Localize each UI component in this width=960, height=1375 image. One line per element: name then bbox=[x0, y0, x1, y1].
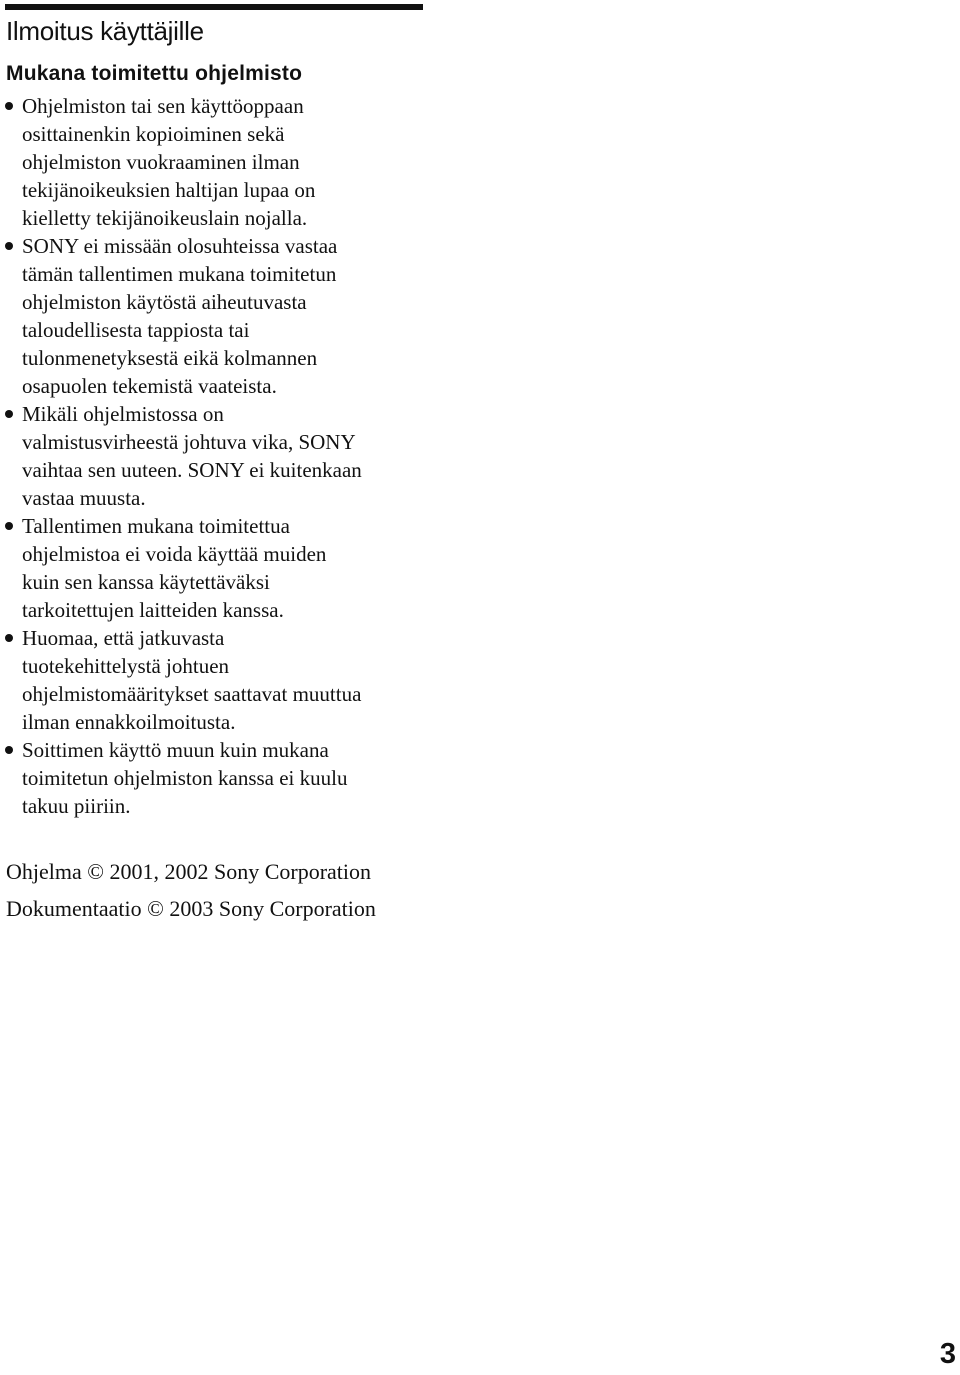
top-rule-divider bbox=[5, 4, 423, 10]
bullet-icon bbox=[5, 410, 13, 418]
section-title: Mukana toimitettu ohjelmisto bbox=[6, 62, 303, 85]
bullet-text: Mikäli ohjelmistossa on valmistusvirheestä johtuva vika, SONY vaihtaa sen uuteen. SONY ei kuitenkaan vastaa muusta. bbox=[22, 402, 362, 510]
bullet-icon bbox=[5, 102, 13, 110]
page-number: 3 bbox=[939, 1338, 956, 1370]
bullet-icon bbox=[5, 746, 13, 754]
list-item bbox=[0, 92, 430, 232]
program-copyright: Ohjelma © 2001, 2002 Sony Corporation bbox=[6, 859, 372, 884]
bullet-icon bbox=[5, 522, 13, 530]
list-item bbox=[0, 232, 430, 400]
bullet-icon bbox=[5, 634, 13, 642]
list-item bbox=[0, 736, 430, 820]
list-item bbox=[0, 512, 430, 624]
bullet-icon bbox=[5, 242, 13, 250]
bullet-text: Tallentimen mukana toimitettua ohjelmistoa ei voida käyttää muiden kuin sen kanssa käytettäväksi tarkoitettujen laitteiden kanssa. bbox=[22, 514, 327, 622]
list-item bbox=[0, 624, 430, 736]
list-item bbox=[0, 400, 430, 512]
bullet-text: SONY ei missään olosuhteissa vastaa tämän tallentimen mukana toimitetun ohjelmiston käytöstä aiheutuvasta taloudellisesta tappiosta tai tulonmenetyksestä eikä kolmannen osapuolen tekemistä vaateista. bbox=[22, 234, 338, 398]
page-title: Ilmoitus käyttäjille bbox=[6, 16, 204, 46]
notice-bullet-list bbox=[0, 92, 430, 820]
documentation-copyright: Dokumentaatio © 2003 Sony Corporation bbox=[6, 896, 376, 921]
bullet-text: Huomaa, että jatkuvasta tuotekehittelystä johtuen ohjelmistomääritykset saattavat muuttua ilman ennakkoilmoitusta. bbox=[22, 626, 362, 734]
bullet-text: Soittimen käyttö muun kuin mukana toimitetun ohjelmiston kanssa ei kuulu takuu piiriin. bbox=[22, 738, 348, 818]
bullet-text: Ohjelmiston tai sen käyttöoppaan osittainenkin kopioiminen sekä ohjelmiston vuokraaminen ilman tekijänoikeuksien haltijan lupaa on kielletty tekijänoikeuslain nojalla. bbox=[22, 94, 316, 230]
